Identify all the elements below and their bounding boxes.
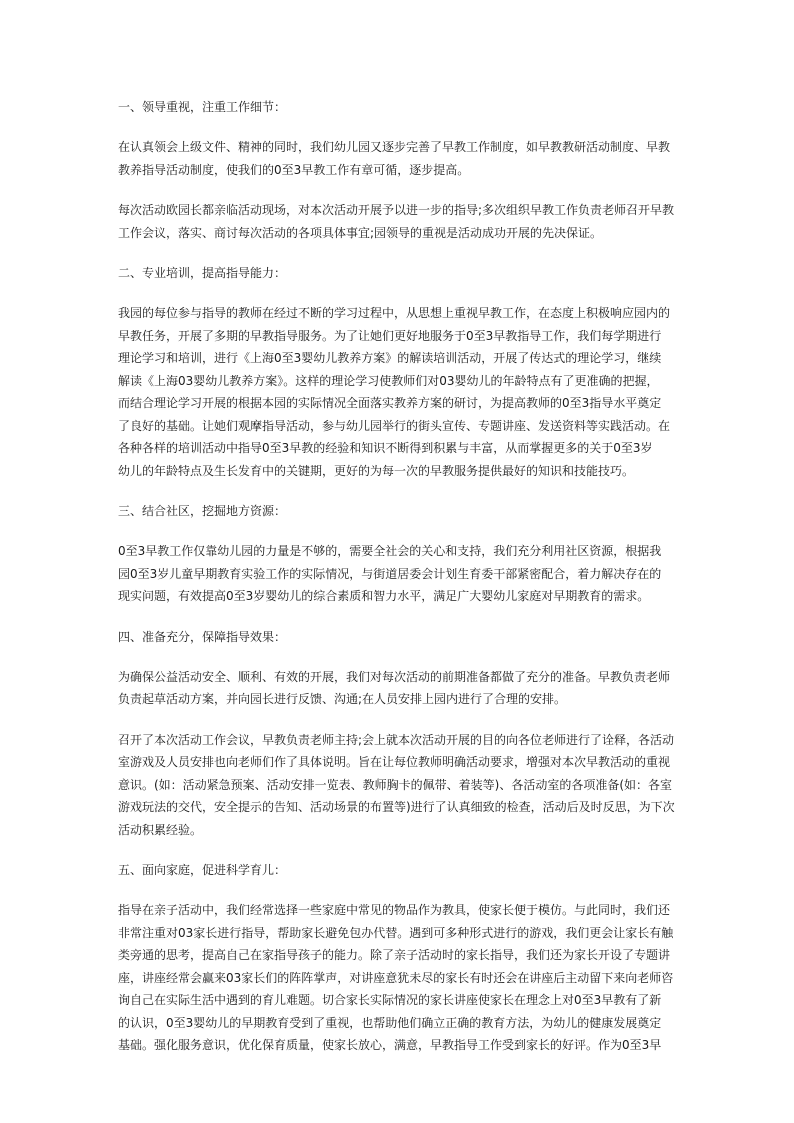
paragraph <box>118 136 678 181</box>
text-line: 我园的每位参与指导的教师在经过不断的学习过程中，从思想上重视早教工作，在态度上积极响应园内的 <box>118 306 671 320</box>
text-line: 幼儿的年龄特点及生长发育中的关键期，更好的为每一次的早教服务提供最好的知识和技能技巧。 <box>118 463 635 478</box>
section-4 <box>118 626 678 842</box>
paragraph <box>118 666 678 711</box>
section-3 <box>118 500 678 608</box>
text-line: 类旁通的思考，提高自己在家指导孩子的能力。除了亲子活动时的家长指导，我们还为家长开设了专题讲 <box>118 948 671 962</box>
paragraph <box>118 199 678 244</box>
text-line: 各种各样的培训活动中指导0至3早教的经验和知识不断得到积累与丰富，从而掌握更多的关于0至3岁 <box>118 441 653 455</box>
text-line: 每次活动欧园长都亲临活动现场，对本次活动开展予以进一步的指导;多次组织早教工作负责老师召开早教 <box>118 203 675 217</box>
text-line: 活动积累经验。 <box>118 822 203 837</box>
text-line: 现实问题，有效提高0至3岁婴幼儿的综合素质和智力水平，满足广大婴幼儿家庭对早期教育的需求。 <box>118 589 650 603</box>
text-line: 室游戏及人员安排也向老师们作了具体说明。旨在让每位教师明确活动要求，增强对本次早教活动的重视 <box>118 755 671 769</box>
text-line: 基础。强化服务意识，优化保育质量，使家长放心，满意，早教指导工作受到家长的好评。作为0至3早 <box>118 1038 662 1052</box>
text-line: 教养指导活动制度，使我们的0至3早教工作有章可循，逐步提高。 <box>118 162 470 177</box>
text-line: 而结合理论学习开展的根据本园的实际情况全面落实教养方案的研讨，为提高教师的0至3指导水平奠定 <box>118 396 662 410</box>
section-1 <box>118 96 678 244</box>
text-line: 解读《上海03婴幼儿教养方案》。这样的理论学习使教师们对03婴幼儿的年龄特点有了更准确的把握， <box>118 373 659 388</box>
text-line: 游戏玩法的交代，安全提示的告知、活动场景的布置等)进行了认真细致的检查，活动后及时反思，为下次 <box>118 800 675 814</box>
text-line: 早教任务，开展了多期的早教指导服务。为了让她们更好地服务于0至3早教指导工作，我们每学期进行 <box>118 328 662 343</box>
text-line: 0至3早教工作仅靠幼儿园的力量是不够的，需要全社会的关心和支持，我们充分利用社区资源，根据我 <box>118 544 662 558</box>
section-heading: 四、准备充分，保障指导效果： <box>118 629 287 644</box>
text-line: 座，讲座经常会赢来03家长们的阵阵掌声，对讲座意犹未尽的家长有时还会在讲座后主动留下来向老师咨 <box>118 970 674 985</box>
text-line: 召开了本次活动工作会议，早教负责老师主持;会上就本次活动开展的目的向各位老师进行了诠释，各活动 <box>118 732 675 747</box>
text-line: 为确保公益活动安全、顺利、有效的开展，我们对每次活动的前期准备都做了充分的准备。早教负责老师 <box>118 669 671 684</box>
text-line: 意识。(如：活动紧急预案、活动安排一览表、教师胸卡的佩带、着装等)、各活动室的各项准备(如：各室 <box>118 777 673 792</box>
section-heading: 一、领导重视，注重工作细节： <box>118 100 287 114</box>
section-heading: 二、专业培训，提高指导能力： <box>118 266 287 280</box>
paragraph <box>118 729 678 842</box>
section-2 <box>118 262 678 482</box>
section-5 <box>118 859 678 1057</box>
text-line: 工作会议，落实、商讨每次活动的各项具体事宜;园领导的重视是活动成功开展的先决保证。 <box>118 225 603 240</box>
text-line: 负责起草活动方案，并向园长进行反馈、沟通;在人员安排上园内进行了合理的安排。 <box>118 692 567 706</box>
paragraph <box>118 302 678 482</box>
text-line: 理论学习和培训，进行《上海0至3婴幼儿教养方案》的解读培训活动，开展了传达式的理论学习，继续 <box>118 351 662 365</box>
section-heading: 三、结合社区，挖掘地方资源： <box>118 504 287 518</box>
paragraph <box>118 899 678 1057</box>
paragraph <box>118 540 678 608</box>
text-line: 询自己在实际生活中遇到的育儿难题。切合家长实际情况的家长讲座使家长在理念上对0至3早教有了新 <box>118 993 662 1007</box>
text-line: 园0至3岁儿童早期教育实验工作的实际情况，与街道居委会计划生育委干部紧密配合，着力解决存在的 <box>118 566 662 581</box>
text-line: 非常注重对03家长进行指导，帮助家长避免包办代替。遇到可多种形式进行的游戏，我们更会让家长有触 <box>118 925 674 940</box>
text-line: 了良好的基础。让她们观摩指导活动，参与幼儿园举行的街头宣传、专题讲座、发送资料等实践活动。在 <box>118 418 671 433</box>
text-line: 的认识，0至3婴幼儿的早期教育受到了重视，也帮助他们确立正确的教育方法，为幼儿的健康发展奠定 <box>118 1015 662 1030</box>
text-line: 在认真领会上级文件、精神的同时，我们幼儿园又逐步完善了早教工作制度，如早教教研活动制度、早教 <box>118 140 671 154</box>
text-line: 指导在亲子活动中，我们经常选择一些家庭中常见的物品作为教具，使家长便于模仿。与此同时，我们还 <box>118 903 671 917</box>
document-body <box>118 96 678 1075</box>
section-heading: 五、面向家庭，促进科学育儿： <box>118 863 287 877</box>
